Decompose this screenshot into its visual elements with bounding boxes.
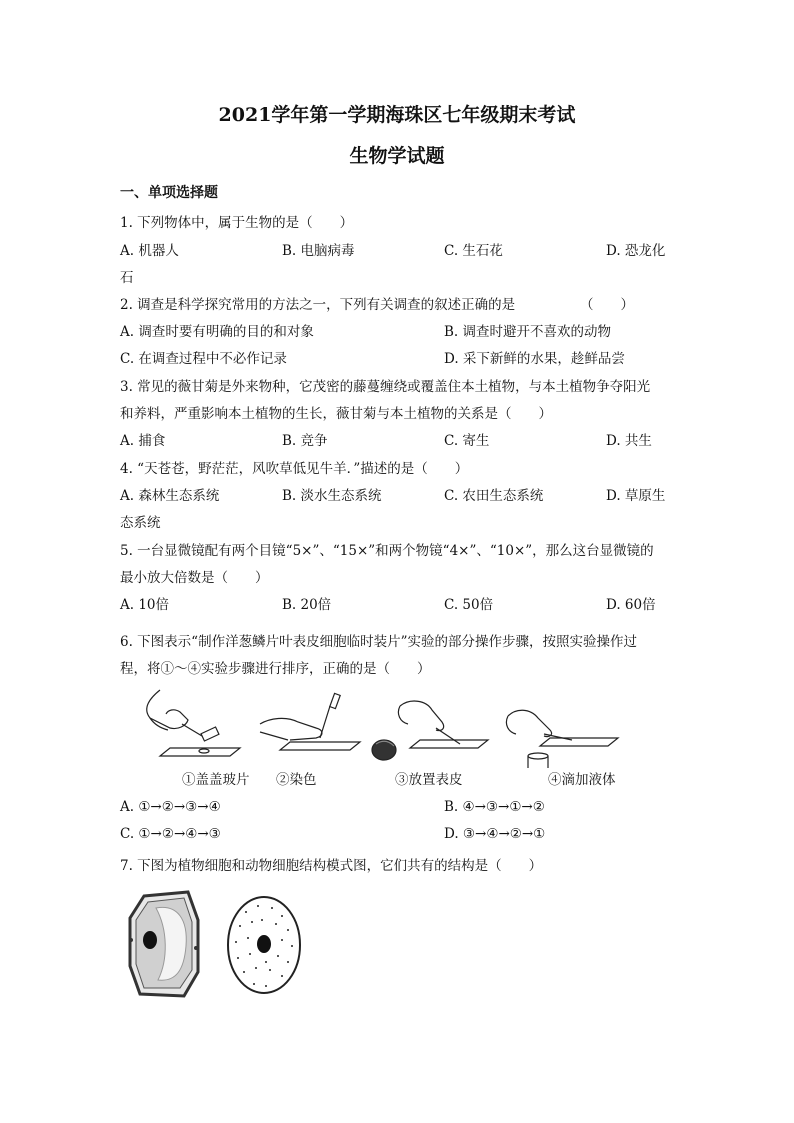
q2-option-a: A. 调查时要有明确的目的和对象 (120, 324, 314, 340)
q3-stem-line1: 3. 常见的薇甘菊是外来物种，它茂密的藤蔓缠绕或覆盖住本土植物，与本土植物争夺阳光 (120, 379, 651, 395)
q6-caption-3: ③放置表皮 (395, 772, 463, 788)
q7-stem: 7. 下图为植物细胞和动物细胞结构模式图，它们共有的结构是（ ） (120, 858, 543, 874)
q5-option-d: D. 60倍 (606, 597, 656, 613)
q5-stem-line2: 最小放大倍数是（ ） (120, 570, 269, 586)
q1-option-d: D. 恐龙化 (606, 243, 666, 259)
q1-option-c: C. 生石花 (444, 243, 503, 259)
q2-option-d: D. 采下新鲜的水果，趁鲜品尝 (444, 351, 625, 367)
step3-place-epidermis-illustration (372, 701, 488, 760)
q3-option-b: B. 竞争 (282, 433, 328, 449)
q6-stem-line2: 程，将①～④实验步骤进行排序，正确的是（ ） (120, 661, 431, 677)
q6-stem-line1: 6. 下图表示“制作洋葱鳞片叶表皮细胞临时装片”实验的部分操作步骤，按照实验操作过 (120, 634, 637, 650)
q4-option-c: C. 农田生态系统 (444, 488, 544, 504)
q1-stem: 1. 下列物体中，属于生物的是（ ） (120, 215, 354, 231)
q1-option-a: A. 机器人 (120, 243, 179, 259)
exam-subtitle: 生物学试题 (349, 145, 445, 167)
animal-cell-illustration (228, 897, 300, 993)
step2-stain-illustration (260, 693, 360, 750)
q1-option-b: B. 电脑病毒 (282, 243, 355, 259)
q4-option-a: A. 森林生态系统 (120, 488, 220, 504)
q2-option-c: C. 在调查过程中不必作记录 (120, 351, 287, 367)
q5-stem-line1: 5. 一台显微镜配有两个目镜“5×”、“15×”和两个物镜“4×”、“10×”，那么这台显微镜的 (120, 543, 654, 559)
q4-option-d-wrap: 态系统 (120, 515, 161, 531)
q6-option-d: D. ③→④→②→① (444, 826, 546, 842)
q6-caption-1: ①盖盖玻片 (182, 772, 250, 788)
section-heading: 一、单项选择题 (120, 185, 218, 201)
q6-caption-4: ④滴加液体 (548, 772, 616, 788)
cell-diagram-figure (126, 890, 306, 1000)
q4-option-b: B. 淡水生态系统 (282, 488, 382, 504)
step1-cover-slip-illustration (147, 690, 240, 756)
q6-caption-2: ②染色 (276, 772, 317, 788)
q6-option-c: C. ①→②→④→③ (120, 826, 221, 842)
q2-stem: 2. 调查是科学探究常用的方法之一，下列有关调查的叙述正确的是 (120, 297, 516, 313)
q1-option-d-wrap: 石 (120, 270, 134, 286)
step4-add-liquid-illustration (506, 710, 618, 768)
q2-answer-bracket: （ ） (580, 297, 634, 313)
q6-option-a: A. ①→②→③→④ (120, 799, 221, 815)
q3-option-a: A. 捕食 (120, 433, 166, 449)
q4-stem: 4. “天苍苍，野茫茫，风吹草低见牛羊．”描述的是（ ） (120, 461, 469, 477)
q4-option-d: D. 草原生 (606, 488, 666, 504)
q5-option-c: C. 50倍 (444, 597, 494, 613)
plant-cell-illustration (129, 892, 198, 996)
q3-stem-line2: 和养料，严重影响本土植物的生长，薇甘菊与本土植物的关系是（ ） (120, 406, 552, 422)
q5-option-b: B. 20倍 (282, 597, 332, 613)
q5-option-a: A. 10倍 (120, 597, 170, 613)
q2-option-b: B. 调查时避开不喜欢的动物 (444, 324, 612, 340)
slide-preparation-figure (120, 688, 660, 768)
q6-option-b: B. ④→③→①→② (444, 799, 545, 815)
q3-option-d: D. 共生 (606, 433, 652, 449)
q3-option-c: C. 寄生 (444, 433, 490, 449)
exam-title: 2021学年第一学期海珠区七年级期末考试 (218, 104, 576, 126)
